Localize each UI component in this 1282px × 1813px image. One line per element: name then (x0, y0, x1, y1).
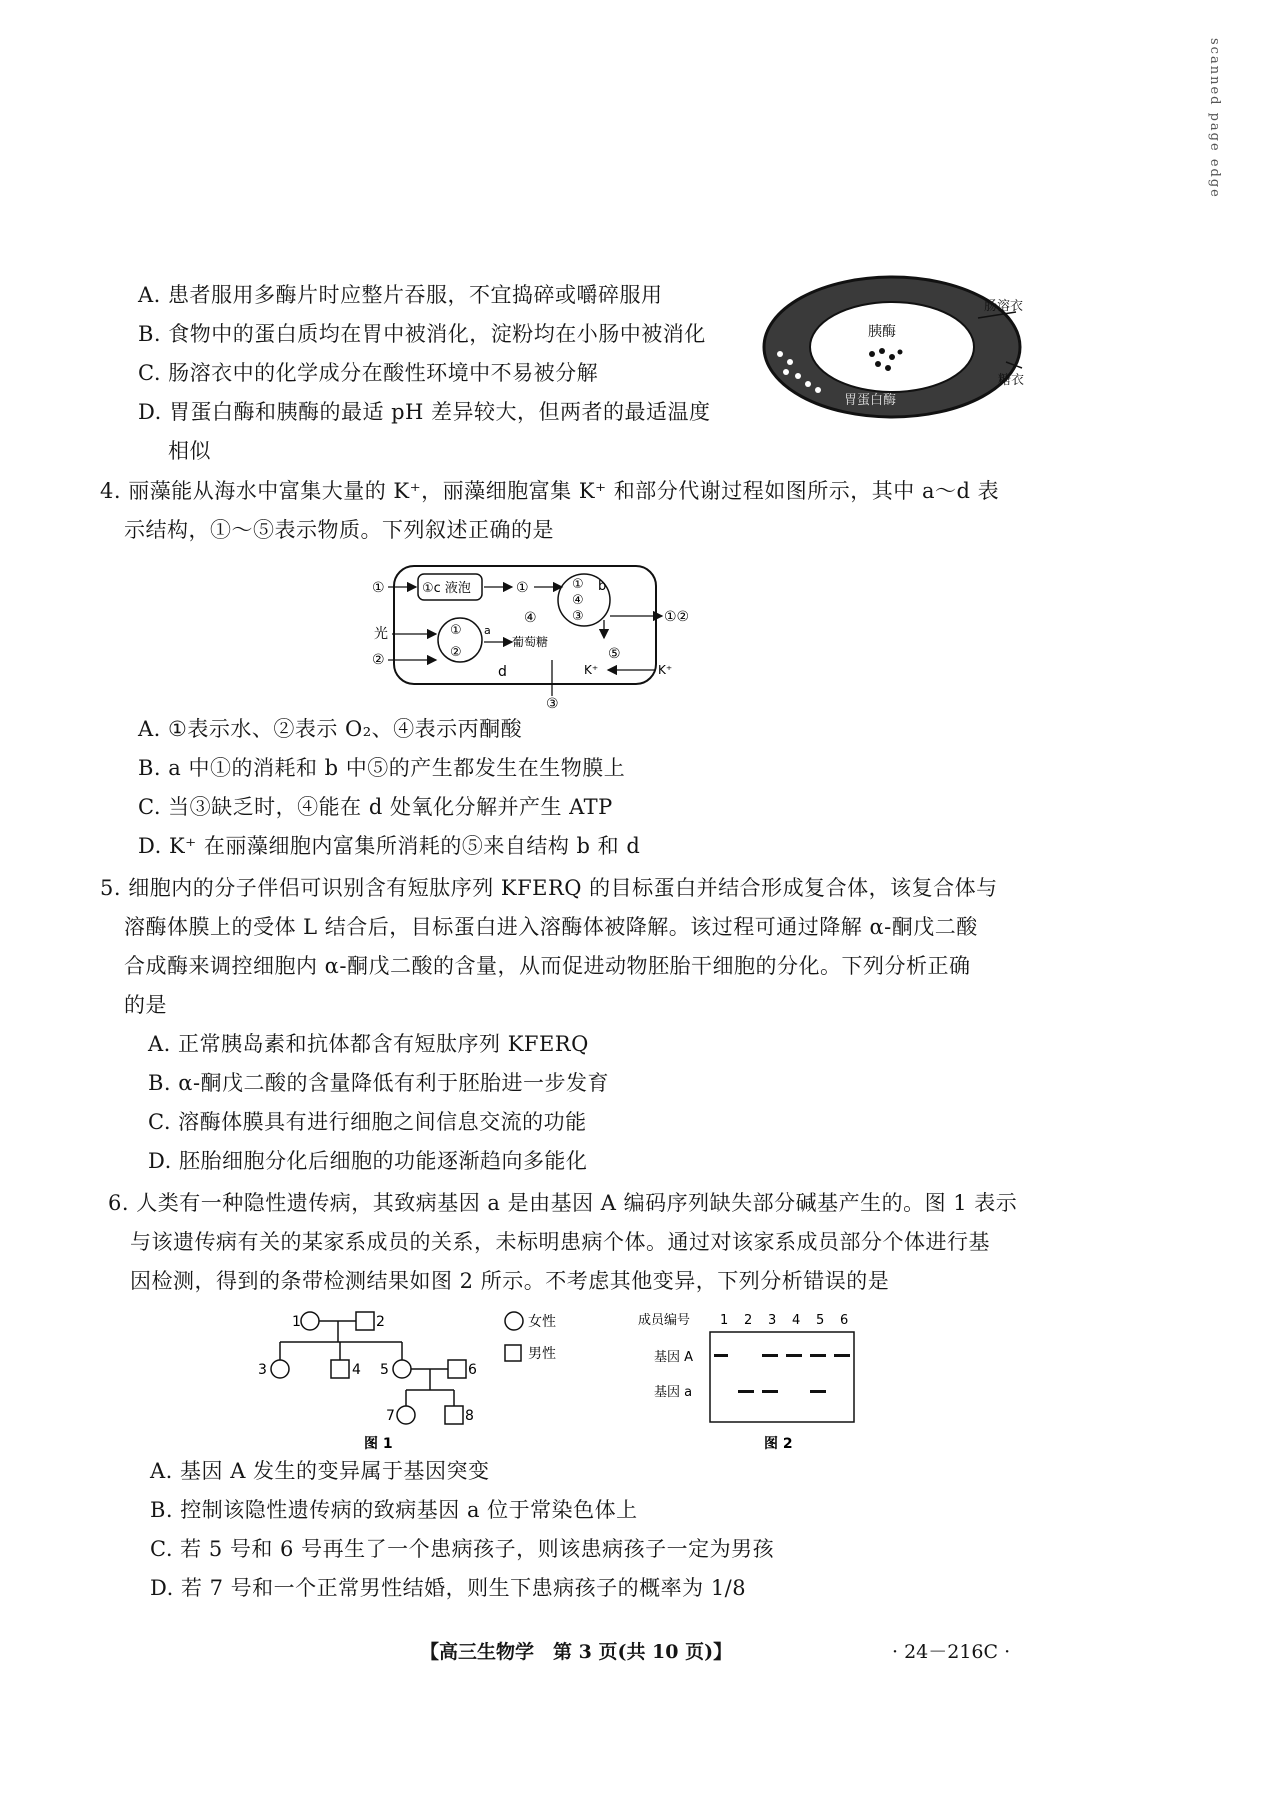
band-A-lane-5 (810, 1354, 826, 1357)
q4-option-d: D. K⁺ 在丽藻细胞内富集所消耗的⑤来自结构 b 和 d (138, 834, 641, 858)
q5-stem-line-4: 的是 (124, 993, 167, 1017)
glucose-label: 葡萄糖 (512, 635, 549, 649)
q5-stem-line-1: 5. 细胞内的分子伴侣可识别含有短肽序列 KFERQ 的目标蛋白并结合形成复合体，该复合体与 (100, 876, 998, 900)
q5-option-a: A. 正常胰岛素和抗体都含有短肽序列 KFERQ (148, 1032, 589, 1056)
band-A-lane-1 (714, 1354, 728, 1357)
q5-option-d: D. 胚胎细胞分化后细胞的功能逐渐趋向多能化 (148, 1149, 588, 1173)
gene-a-row-label: 基因 a (654, 1385, 693, 1400)
gene-A-row-label: 基因 A (654, 1350, 694, 1365)
footer-code: · 24－216C · (892, 1641, 1011, 1663)
b-structure-label: b (598, 579, 607, 594)
member-7-label: 7 (386, 1408, 395, 1424)
q6-gel-figure-2 (634, 1304, 884, 1454)
vacuole-label: ①c 液泡 (422, 581, 471, 596)
q4-cell-diagram (372, 560, 732, 710)
lane-2-number: 2 (744, 1313, 753, 1328)
q5-option-b: B. α-酮戊二酸的含量降低有利于胚胎进一步发育 (148, 1071, 610, 1095)
band-a-lane-3 (762, 1390, 778, 1393)
q6-option-d: D. 若 7 号和一个正常男性结婚，则生下患病孩子的概率为 1/8 (150, 1576, 747, 1600)
q6-stem-line-2: 与该遗传病有关的某家系成员的关系，未标明患病个体。通过对该家系成员部分个体进行基 (130, 1230, 990, 1254)
q6-option-a: A. 基因 A 发生的变异属于基因突变 (150, 1459, 490, 1483)
member-4-male (331, 1360, 349, 1378)
enteric-coating-label: 肠溶衣 (984, 299, 1024, 314)
member-5-label: 5 (380, 1362, 389, 1378)
legend-male-label: 男性 (528, 1346, 556, 1362)
member-3-female (271, 1360, 289, 1378)
lane-4-number: 4 (792, 1313, 801, 1328)
three-label: ③ (546, 696, 559, 710)
vacuole-output-label: ① (516, 580, 529, 596)
input-co2-label: ② (372, 652, 385, 668)
member-2-male (356, 1312, 374, 1330)
legend-female-label: 女性 (528, 1314, 556, 1330)
q6-pedigree-figure-1 (252, 1304, 582, 1452)
light-label: 光 (374, 626, 388, 642)
q5-option-c: C. 溶酶体膜具有进行细胞之间信息交流的功能 (148, 1110, 587, 1134)
a-item-1: ① (450, 623, 462, 638)
q3-option-b: B. 食物中的蛋白质均在胃中被消化，淀粉均在小肠中被消化 (138, 322, 706, 346)
b-item-2: ④ (572, 593, 584, 608)
page-edge-text: scanned page edge (1207, 38, 1222, 199)
q4-option-b: B. a 中①的消耗和 b 中⑤的产生都发生在生物膜上 (138, 756, 626, 780)
q4-option-a: A. ①表示水、②表示 O₂、④表示丙酮酸 (138, 717, 523, 741)
q3-option-d-cont: 相似 (168, 439, 211, 463)
k-outside-label: K⁺ (658, 663, 673, 677)
q3-tablet-figure (760, 272, 1050, 422)
member-5-female (393, 1360, 411, 1378)
a-item-2: ② (450, 645, 462, 660)
q3-option-d: D. 胃蛋白酶和胰酶的最适 pH 差异较大，但两者的最适温度 (138, 400, 711, 424)
k-inside-label: K⁺ (584, 663, 599, 677)
input-water-label: ① (372, 580, 385, 596)
q6-option-b: B. 控制该隐性遗传病的致病基因 a 位于常染色体上 (150, 1498, 638, 1522)
b-item-3: ③ (572, 609, 584, 624)
q4-stem-line-1: 4. 丽藻能从海水中富集大量的 K⁺，丽藻细胞富集 K⁺ 和部分代谢过程如图所示，其中 a～d 表 (100, 479, 1000, 503)
lane-3-number: 3 (768, 1313, 777, 1328)
pyruvate-label: ④ (524, 610, 537, 626)
legend-male-symbol (505, 1345, 521, 1361)
band-A-lane-6 (834, 1354, 850, 1357)
member-3-label: 3 (258, 1362, 267, 1378)
tablet-outer-label: 胃蛋白酶 (844, 393, 897, 408)
q6-stem-line-3: 因检测，得到的条带检测结果如图 2 所示。不考虑其他变异，下列分析错误的是 (130, 1269, 890, 1293)
q3-option-c: C. 肠溶衣中的化学成分在酸性环境中不易被分解 (138, 361, 599, 385)
gel-header-label: 成员编号 (638, 1313, 691, 1328)
band-A-lane-3 (762, 1354, 778, 1357)
b-item-1: ① (572, 577, 584, 592)
band-a-lane-5 (810, 1390, 826, 1393)
footer-page-info: 【高三生物学 第 3 页(共 10 页)】 (420, 1641, 733, 1663)
lane-6-number: 6 (840, 1313, 849, 1328)
q5-stem-line-3: 合成酶来调控细胞内 α-酮戊二酸的含量，从而促进动物胚胎干细胞的分化。下列分析正确 (124, 954, 971, 978)
lane-1-number: 1 (720, 1313, 729, 1328)
member-4-label: 4 (352, 1362, 361, 1378)
d-structure-label: d (498, 664, 507, 680)
figure-2-caption: 图 2 (764, 1436, 793, 1452)
gel-frame (710, 1332, 854, 1422)
a-structure-label: a (484, 624, 491, 637)
member-1-label: 1 (292, 1314, 301, 1330)
member-8-label: 8 (465, 1408, 474, 1424)
q4-option-c: C. 当③缺乏时，④能在 d 处氧化分解并产生 ATP (138, 795, 613, 819)
output-12-label: ①② (664, 609, 690, 625)
member-6-label: 6 (468, 1362, 477, 1378)
member-7-female (397, 1406, 415, 1424)
member-6-male (448, 1360, 466, 1378)
legend-female-symbol (505, 1312, 523, 1330)
figure-1-caption: 图 1 (364, 1436, 393, 1452)
q6-stem-line-1: 6. 人类有一种隐性遗传病，其致病基因 a 是由基因 A 编码序列缺失部分碱基产生的。图 1 表示 (108, 1191, 1018, 1215)
tablet-inner-label: 胰酶 (868, 324, 896, 340)
q6-option-c: C. 若 5 号和 6 号再生了一个患病孩子，则该患病孩子一定为男孩 (150, 1537, 775, 1561)
band-A-lane-4 (786, 1354, 802, 1357)
q5-stem-line-2: 溶酶体膜上的受体 L 结合后，目标蛋白进入溶酶体被降解。该过程可通过降解 α-酮戊二酸 (124, 915, 978, 939)
q3-option-a: A. 患者服用多酶片时应整片吞服，不宜捣碎或嚼碎服用 (138, 283, 663, 307)
member-2-label: 2 (376, 1314, 385, 1330)
sugar-coating-label: 糖衣 (998, 373, 1025, 388)
lane-5-number: 5 (816, 1313, 825, 1328)
member-1-female (301, 1312, 319, 1330)
q4-stem-line-2: 示结构，①～⑤表示物质。下列叙述正确的是 (124, 518, 554, 542)
tablet-inner-core (810, 302, 974, 392)
band-a-lane-2 (738, 1390, 754, 1393)
member-8-male (445, 1406, 463, 1424)
atp-five-label: ⑤ (608, 646, 621, 662)
